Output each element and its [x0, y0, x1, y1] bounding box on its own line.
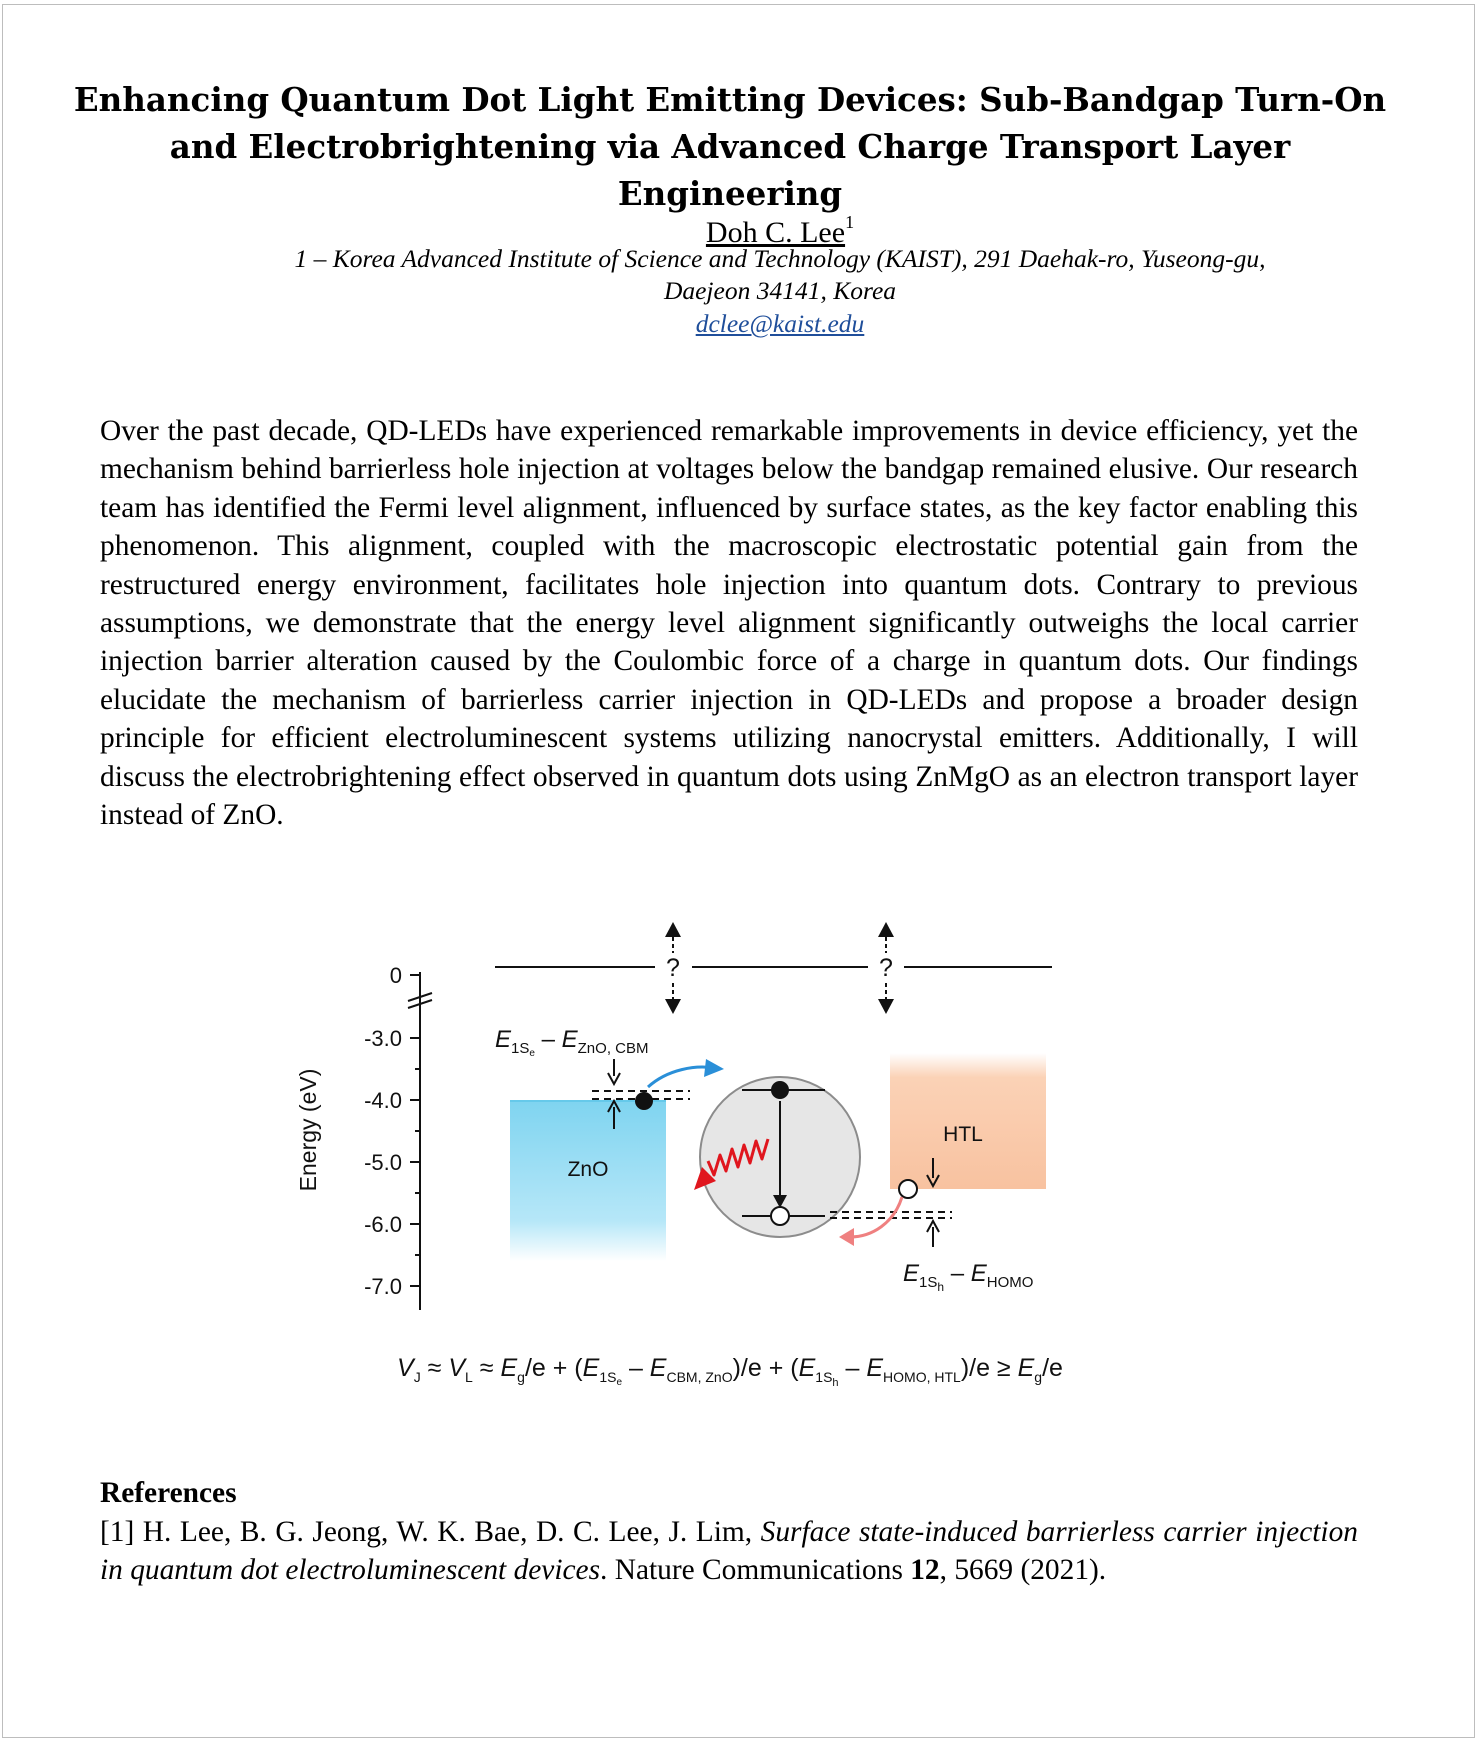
- zno-label: ZnO: [567, 1158, 609, 1181]
- affiliation: [160, 243, 1400, 307]
- down-arrow-zno-icon: [608, 1059, 620, 1084]
- reference-authors: [1] H. Lee, B. G. Jeong, W. K. Bae, D. C. Lee, J. Lim,: [100, 1516, 761, 1548]
- htl-block: [890, 1053, 1046, 1189]
- voltage-equation: $V_J \approx V_L \approx E_g/e + (E_{1S}e - E_{CBM, ZnO})/e + (E_{1S}h - E_{HOMO, HTL})/e \ge E_g/e$: [397, 1354, 1063, 1389]
- author-name: Doh C. Lee: [705, 216, 846, 249]
- question-mark-left: ?: [666, 954, 680, 982]
- author-superscript: 1: [845, 212, 855, 232]
- electron-qd: [771, 1081, 789, 1099]
- tick-label-4: -4.0: [364, 1088, 402, 1113]
- energy-diagram-figure: [290, 905, 1170, 1405]
- annotation-e1se-zno-cbm: $E_{1S}e - E_{ZnO, CBM}$: [495, 1026, 649, 1059]
- htl-label: HTL: [943, 1123, 983, 1146]
- affiliation-line-2: Daejeon 34141, Korea: [663, 276, 897, 305]
- tick-label-7: -7.0: [364, 1274, 402, 1299]
- reference-journal: . Nature Communications: [600, 1554, 911, 1587]
- question-mark-right: ?: [879, 954, 893, 982]
- y-ticks: [410, 975, 420, 1286]
- title-line-2: and Electrobrightening via Advanced Charge Transport Layer Engineering: [169, 127, 1291, 213]
- hole-qd: [771, 1207, 789, 1225]
- blue-injection-arrow-icon: [648, 1067, 714, 1087]
- affiliation-line-1: 1 – Korea Advanced Institute of Science and Technology (KAIST), 291 Daehak-ro, Yuseong-gu,: [294, 244, 1266, 273]
- reference-item-1: [100, 1513, 1358, 1590]
- zno-block: [510, 1101, 666, 1261]
- reference-title: Surface state-induced barrierless carrier injection in quantum dot electroluminescent devices: [100, 1516, 1358, 1587]
- up-arrow-left-icon: [665, 922, 681, 953]
- paper-title: [70, 76, 1390, 217]
- references-heading: References: [100, 1477, 237, 1509]
- y-axis-label: Energy (eV): [295, 1068, 321, 1192]
- up-arrow-right-icon: [878, 922, 894, 953]
- tick-label-5: -5.0: [364, 1150, 402, 1175]
- blue-arrowhead-icon: [704, 1059, 724, 1077]
- tick-label-0: 0: [389, 963, 402, 988]
- down-arrow-right-icon: [878, 983, 894, 1014]
- electron-zno: [635, 1092, 653, 1110]
- tick-label-3: -3.0: [364, 1026, 402, 1051]
- down-arrow-left-icon: [665, 983, 681, 1014]
- annotation-e1sh-homo: $E_{1S}h - E_{HOMO}$: [903, 1260, 1034, 1294]
- tick-label-6: -6.0: [364, 1212, 402, 1237]
- up-arrow-htl-icon: [927, 1221, 939, 1247]
- reference-pages: , 5669 (2021).: [939, 1554, 1107, 1587]
- pink-arrowhead-icon: [839, 1228, 854, 1246]
- reference-volume: 12: [910, 1554, 940, 1587]
- y-tick-labels: [364, 963, 402, 1299]
- hole-htl: [899, 1180, 917, 1198]
- email-link[interactable]: dclee@kaist.edu: [695, 309, 865, 338]
- title-line-1: Enhancing Quantum Dot Light Emitting Devices: Sub-Bandgap Turn-On: [73, 80, 1387, 119]
- abstract-paragraph: Over the past decade, QD-LEDs have experienced remarkable improvements in device efficiency, yet the mechanism behind barrierless hole injection at voltages below the bandgap remained elusive. Our research team has identified the Fermi level alignment, influenced by surface states, as the key factor enabling this phenomenon. This alignment, coupled with the macroscopic electrostatic potential gain from the restructured energy environment, facilitates hole injection into quantum dots. Contrary to previous assumptions, we demonstrate that the energy level alignment significantly outweighs the local carrier injection barrier alteration caused by the Coulombic force of a charge in quantum dots. Our findings elucidate the mechanism of barrierless carrier injection in QD-LEDs and propose a broader design principle for efficient electroluminescent systems utilizing nanocrystal emitters. Additionally, I will discuss the electrobrightening effect observed in quantum dots using ZnMgO as an electron transport layer instead of ZnO.: [100, 415, 1358, 832]
